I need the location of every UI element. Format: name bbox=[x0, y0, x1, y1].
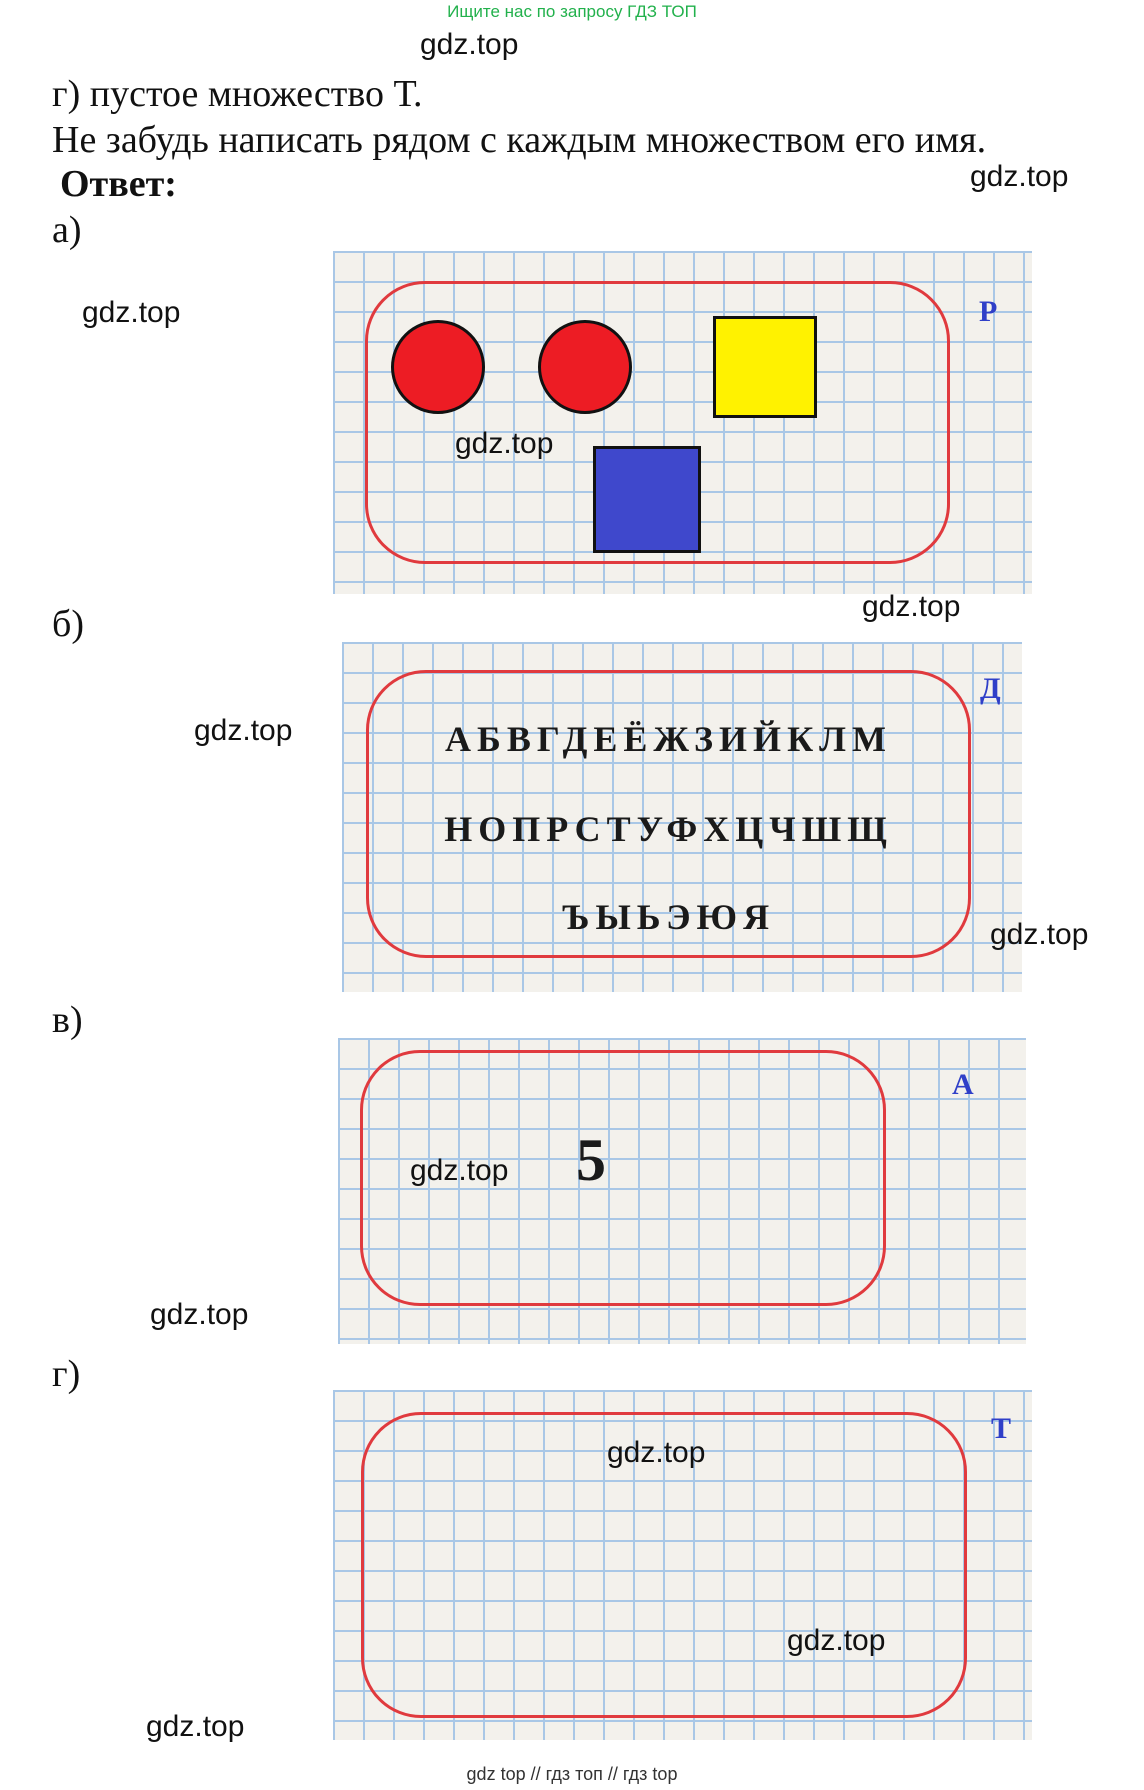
watermark: gdz.top bbox=[82, 296, 181, 329]
watermark: gdz.top bbox=[970, 160, 1069, 193]
section-a-label: а) bbox=[52, 209, 82, 251]
watermark: gdz.top bbox=[455, 427, 554, 460]
watermark: gdz.top bbox=[862, 590, 961, 623]
set-name-p: Р bbox=[979, 295, 998, 328]
letters-row: АБВГДЕЁЖЗИЙКЛМ bbox=[445, 719, 892, 759]
grid-panel-g bbox=[333, 1390, 1032, 1740]
instruction-line: Не забудь написать рядом с каждым множеством его имя. bbox=[52, 119, 987, 161]
watermark: gdz.top bbox=[146, 1710, 245, 1743]
set-element-digit: 5 bbox=[576, 1127, 606, 1193]
set-name-a: А bbox=[952, 1068, 974, 1101]
watermark: gdz.top bbox=[607, 1436, 706, 1469]
watermark: gdz.top bbox=[420, 28, 519, 61]
letters-row: ЪЫЬЭЮЯ bbox=[561, 897, 776, 937]
set-name-t: Т bbox=[991, 1412, 1012, 1445]
watermark: gdz.top bbox=[787, 1624, 886, 1657]
watermark: gdz.top bbox=[990, 918, 1089, 951]
red-circle bbox=[538, 320, 632, 414]
task-line: г) пустое множество Т. bbox=[52, 73, 423, 115]
watermark: gdz.top bbox=[410, 1154, 509, 1187]
top-banner: Ищите нас по запросу ГДЗ ТОП bbox=[447, 2, 697, 21]
section-v-label: в) bbox=[52, 999, 83, 1041]
blue-square bbox=[593, 446, 701, 553]
watermark: gdz.top bbox=[194, 714, 293, 747]
grid-panel-a bbox=[333, 251, 1032, 594]
section-g-label: г) bbox=[52, 1353, 81, 1395]
watermark: gdz.top bbox=[150, 1298, 249, 1331]
section-b-label: б) bbox=[52, 603, 84, 645]
letters-row: НОПРСТУФХЦЧШЩ bbox=[444, 809, 893, 849]
grid-panel-v bbox=[338, 1038, 1026, 1344]
answer-label: Ответ: bbox=[60, 163, 177, 205]
set-name-d: Д bbox=[980, 672, 1001, 705]
yellow-square bbox=[713, 316, 817, 418]
footer-links: gdz top // гдз топ // гдз top bbox=[466, 1764, 678, 1784]
red-circle bbox=[391, 320, 485, 414]
grid-panel-b bbox=[342, 642, 1022, 992]
